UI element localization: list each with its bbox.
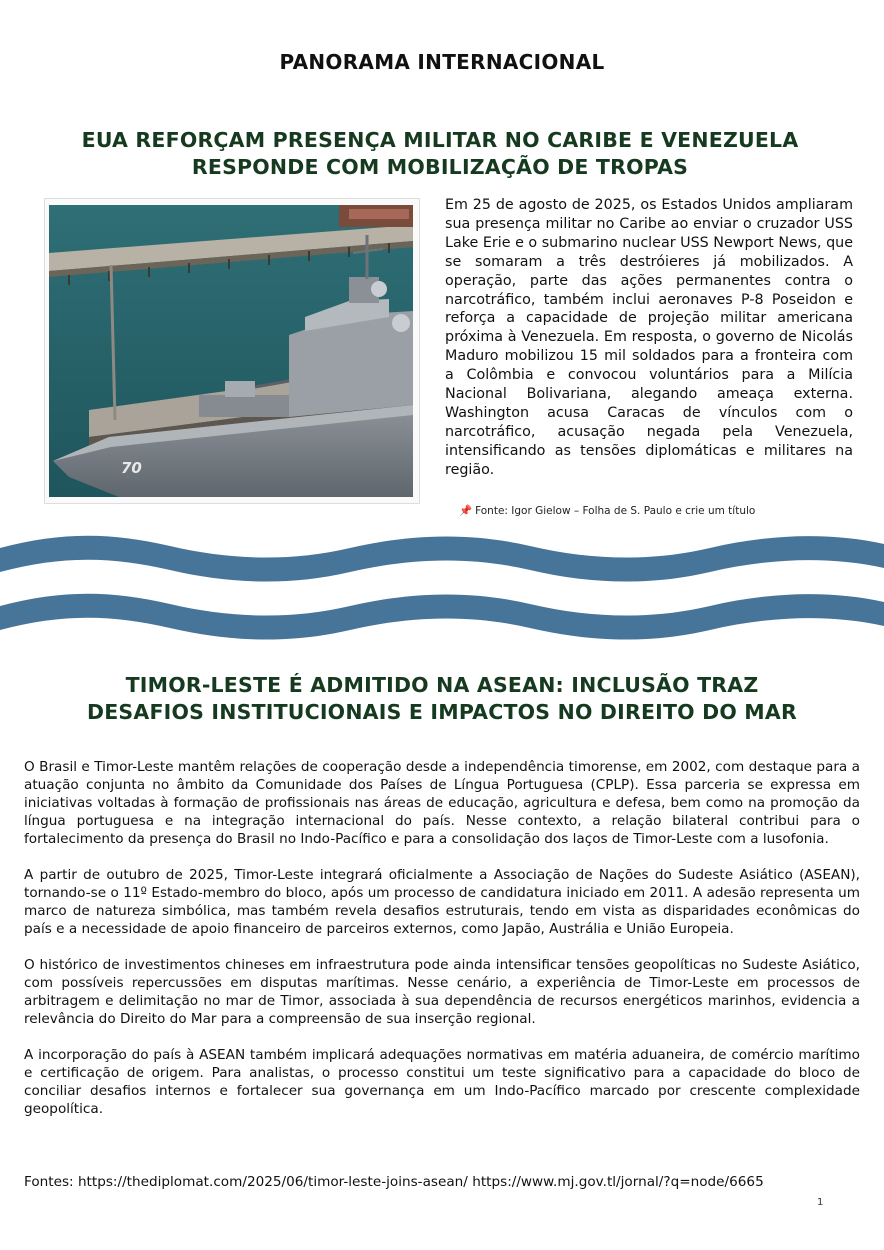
article2-headline	[40, 672, 844, 726]
article2-sources: Fontes: https://thediplomat.com/2025/06/timor-leste-joins-asean/ https://www.mj.gov.tl/jornal/?q=node/6665	[24, 1174, 764, 1190]
hull-number: 70	[121, 459, 142, 477]
article2-paragraph: O Brasil e Timor-Leste mantêm relações de cooperação desde a independência timorense, em 2002, com destaque para a atuação conjunta no âmbito da Comunidade dos Países de Língua Portuguesa (CPLP). Essa parceria se expressa em iniciativas voltadas à formação de profissionais nas áreas de educação, agricultura e defesa, bem como na promoção da língua portuguesa e na integração internacional do país. Nesse contexto, a relação bilateral contribui para o fortalecimento da presença do Brasil no Indo-Pacífico e para a consolidação dos laços de Timor-Leste com a lusofonia.	[24, 759, 860, 847]
article2-headline-line2: DESAFIOS INSTITUCIONAIS E IMPACTOS NO DIREITO DO MAR	[87, 700, 797, 724]
article1-body: Em 25 de agosto de 2025, os Estados Unidos ampliaram sua presença militar no Caribe ao enviar o cruzador USS Lake Erie e o submarino nuclear USS Newport News, que se somaram a três destróieres já mobilizados. A operação, parte das ações permanentes contra o narcotráfico, também inclui aeronaves P-8 Poseidon e reforça a capacidade de projeção militar americana próxima à Venezuela. Em resposta, o governo de Nicolás Maduro mobilizou 15 mil soldados para a fronteira com a Colômbia e convocou voluntários para a Milícia Nacional Bolivariana, alegando ameaça externa. Washington acusa Caracas de vínculos com o narcotráfico, acusação negada pela Venezuela, intensificando as tensões diplomáticas e militares na região.	[445, 197, 853, 478]
article2-paragraph: O histórico de investimentos chineses em infraestrutura pode ainda intensificar tensões geopolíticas no Sudeste Asiático, com possíveis repercussões em disputas marítimas. Nesse cenário, a experiência de Timor-Leste em processos de arbitragem e delimitação no mar de Timor, associada à sua dependência de recursos energéticos marinhos, evidencia a relevância do Direito do Mar para a compreensão de sua inserção regional.	[24, 957, 860, 1027]
article2-headline-line1: TIMOR-LESTE É ADMITIDO NA ASEAN: INCLUSÃO TRAZ	[125, 673, 759, 697]
article1-headline-line2: RESPONDE COM MOBILIZAÇÃO DE TROPAS	[191, 155, 689, 179]
article1-source-text: Fonte: Igor Gielow – Folha de S. Paulo e crie um título	[475, 505, 756, 517]
article1-source	[459, 504, 755, 517]
page-header: PANORAMA INTERNACIONAL	[279, 50, 605, 74]
page-number: 1	[817, 1197, 824, 1208]
pushpin-icon: 📌	[459, 505, 473, 517]
article2-body	[24, 758, 860, 1136]
article2-paragraph: A partir de outubro de 2025, Timor-Leste integrará oficialmente a Associação de Nações do Sudeste Asiático (ASEAN), tornando-se o 11º Estado-membro do bloco, após um processo de candidatura iniciado em 2011. A adesão representa um marco de natureza simbólica, mas também revela desafios estruturais, tendo em vista as disparidades econômicas do país e a necessidade de apoio financeiro de parceiros externos, como Japão, Austrália e União Europeia.	[24, 867, 860, 937]
wave-divider	[0, 530, 884, 650]
article1-headline-line1: EUA REFORÇAM PRESENÇA MILITAR NO CARIBE E VENEZUELA	[81, 128, 799, 152]
warship-photo	[44, 198, 420, 504]
warship-illustration	[49, 205, 413, 497]
article1-headline	[40, 127, 840, 181]
article2-paragraph: A incorporação do país à ASEAN também implicará adequações normativas em matéria aduaneira, de comércio marítimo e certificação de origem. Para analistas, o processo constitui um teste significativo para a capacidade do bloco de conciliar desafios internos e fortalecer sua governança em um Indo-Pacífico marcado por crescente complexidade geopolítica.	[24, 1047, 860, 1117]
